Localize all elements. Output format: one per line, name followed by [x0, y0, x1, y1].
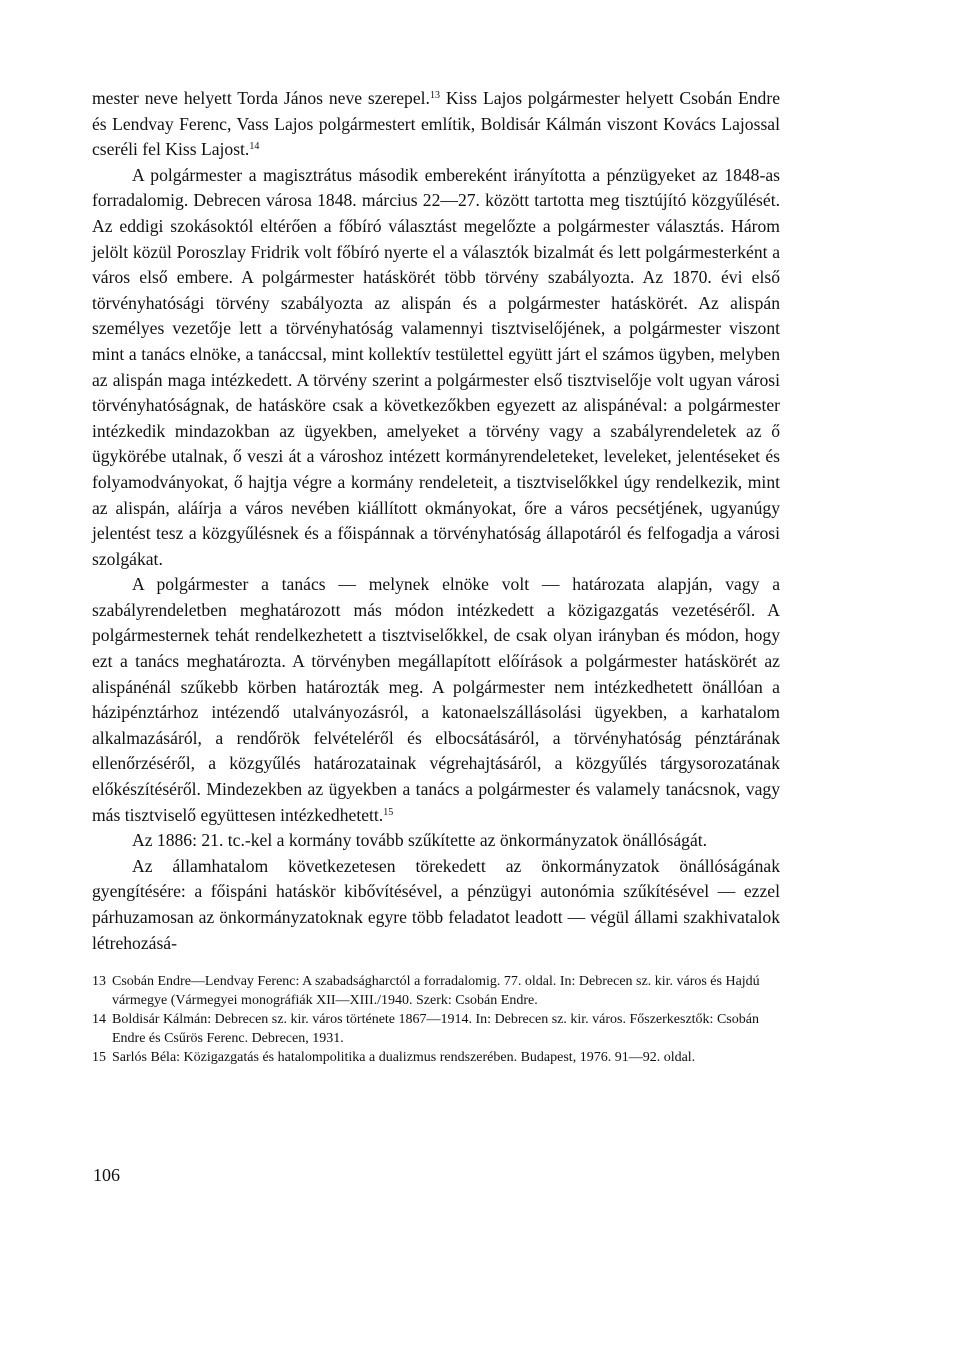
- paragraph-2: [92, 163, 780, 573]
- footnote-text: Csobán Endre—Lendvay Ferenc: A szabadságharctól a forradalomig. 77. oldal. In: Debrecen sz. kir. város és Hajdú vármegye (Vármegyei monográfiák XII—XIII./1940. Szerk: Csobán Endre.: [112, 974, 760, 1009]
- footnote-number: 13: [92, 974, 106, 990]
- page-number: 106: [93, 1165, 120, 1185]
- paragraph-text: A polgármester a magisztrátus második embereként irányította a pénzügyeket az 1848-as forradalomig. Debrecen városa 1848. március 22—27. között tartotta meg tisztújító közgyűlését. Az eddigi szokásoktól eltérően a főbíró választást megelőzte a polgármester választás. Három jelölt közül Poroszlay Fridrik volt főbíró nyerte el a választók bizalmát és lett polgármesterként a város első embere. A polgármester hatáskörét több törvény szabályozta. Az 1870. évi első törvényhatósági törvény szabályozta az alispán és a polgármester hatáskörét. Az alispán személyes vezetője lett a törvényhatóság valamennyi tisztviselőjének, a polgármester viszont mint a tanács elnöke, a tanáccsal, mint kollektív testülettel együtt járt el számos ügyben, melyben az alispán maga intézkedett. A törvény szerint a polgármester első tisztviselője volt ugyan városi törvényhatóságnak, de hatásköre csak a következőkben egyezett az alispánéval: a polgármester intézkedik mindazokban az ügyekben, amelyeket a törvény vagy a szabályrendeletek az ő ügykörébe utalnak, ő veszi át a városhoz intézett kormányrendeleteket, leveleket, jelentéseket és folyamodványokat, ő hajtja végre a kormány rendeleteit, a tisztviselőkkel úgy rendelkezik, mint az alispán, aláírja a város nevében kiállított okmányokat, őre a város pecsétjének, ugyanúgy jelentést tesz a közgyűlésnek és a főispánnak a törvényhatóság állapotáról és felfogadja a városi szolgákat.: [92, 164, 780, 569]
- page-body: [92, 86, 780, 1067]
- footnote-text: Boldisár Kálmán: Debrecen sz. kir. város története 1867—1914. In: Debrecen sz. kir. város. Főszerkesztők: Csobán Endre és Csűrös Ferenc. Debrecen, 1931.: [112, 1012, 759, 1047]
- paragraph-1: [92, 86, 780, 163]
- paragraph-text: A polgármester a tanács — melynek elnöke volt — határozata alapján, vagy a szabályrendeletben meghatározott más módon intézkedett a közigazgatás vezetéséről. A polgármesternek tehát rendelkezhetett a tisztviselőkkel, de csak olyan irányban és módon, hogy ezt a tanács meghatározta. A törvényben megállapított előírások a polgármester hatáskörét az alispánénál szűkebb körben határozták meg. A polgármester nem intézkedhetett önállóan a házipénztárhoz intézendő utalványozásról, a katonaelszállásolási ügyekben, a karhatalom alkalmazásáról, a rendőrök felvételéről és elbocsátásáról, a törvényhatóság pénztárának ellenőrzéséről, a közgyűlés határozatainak végrehajtásáról, a közgyűlés tárgysorozatának előkészítéséről. Mindezekben az ügyekben a tanács a polgármester és valamely tanácsnok, vagy más tisztviselő együttesen intézkedhetett.: [92, 574, 780, 825]
- footnote-14: [92, 1010, 780, 1048]
- footnote-number: 14: [92, 1012, 106, 1028]
- paragraph-text: Kiss Lajos polgármester helyett Csobán Endre és Lendvay Ferenc, Vass Lajos polgármestert említik, Boldisár Kálmán viszont Kovács Lajossal cseréli fel Kiss Lajost.: [92, 88, 781, 160]
- footnotes: [92, 972, 780, 1067]
- footnote-ref: 15: [383, 806, 394, 818]
- footnote-ref: 14: [249, 141, 260, 153]
- paragraph-text: mester neve helyett Torda János neve szerepel.: [92, 88, 430, 108]
- footnote-text: Sarlós Béla: Közigazgatás és hatalompolitika a dualizmus rendszerében. Budapest, 1976. 91—92. oldal.: [112, 1050, 696, 1066]
- footnote-15: [92, 1048, 780, 1067]
- footnote-13: [92, 972, 780, 1010]
- footnote-number: 15: [92, 1050, 106, 1066]
- paragraph-4: [92, 828, 780, 854]
- footnote-ref: 13: [429, 90, 440, 101]
- paragraph-5: [92, 854, 780, 956]
- paragraph-3: [92, 572, 780, 828]
- paragraph-text: Az államhatalom következetesen törekedett az önkormányzatok önállóságának gyengítésére: a főispáni hatáskör kibővítésével, a pénzügyi autonómia szűkítésével — ezzel párhuzamosan az önkormányzatoknak egyre több feladatot leadott — végül állami szakhivatalok létrehozásá-: [92, 855, 780, 953]
- paragraph-text: Az 1886: 21. tc.-kel a kormány tovább szűkítette az önkormányzatok önállóságát.: [132, 830, 708, 851]
